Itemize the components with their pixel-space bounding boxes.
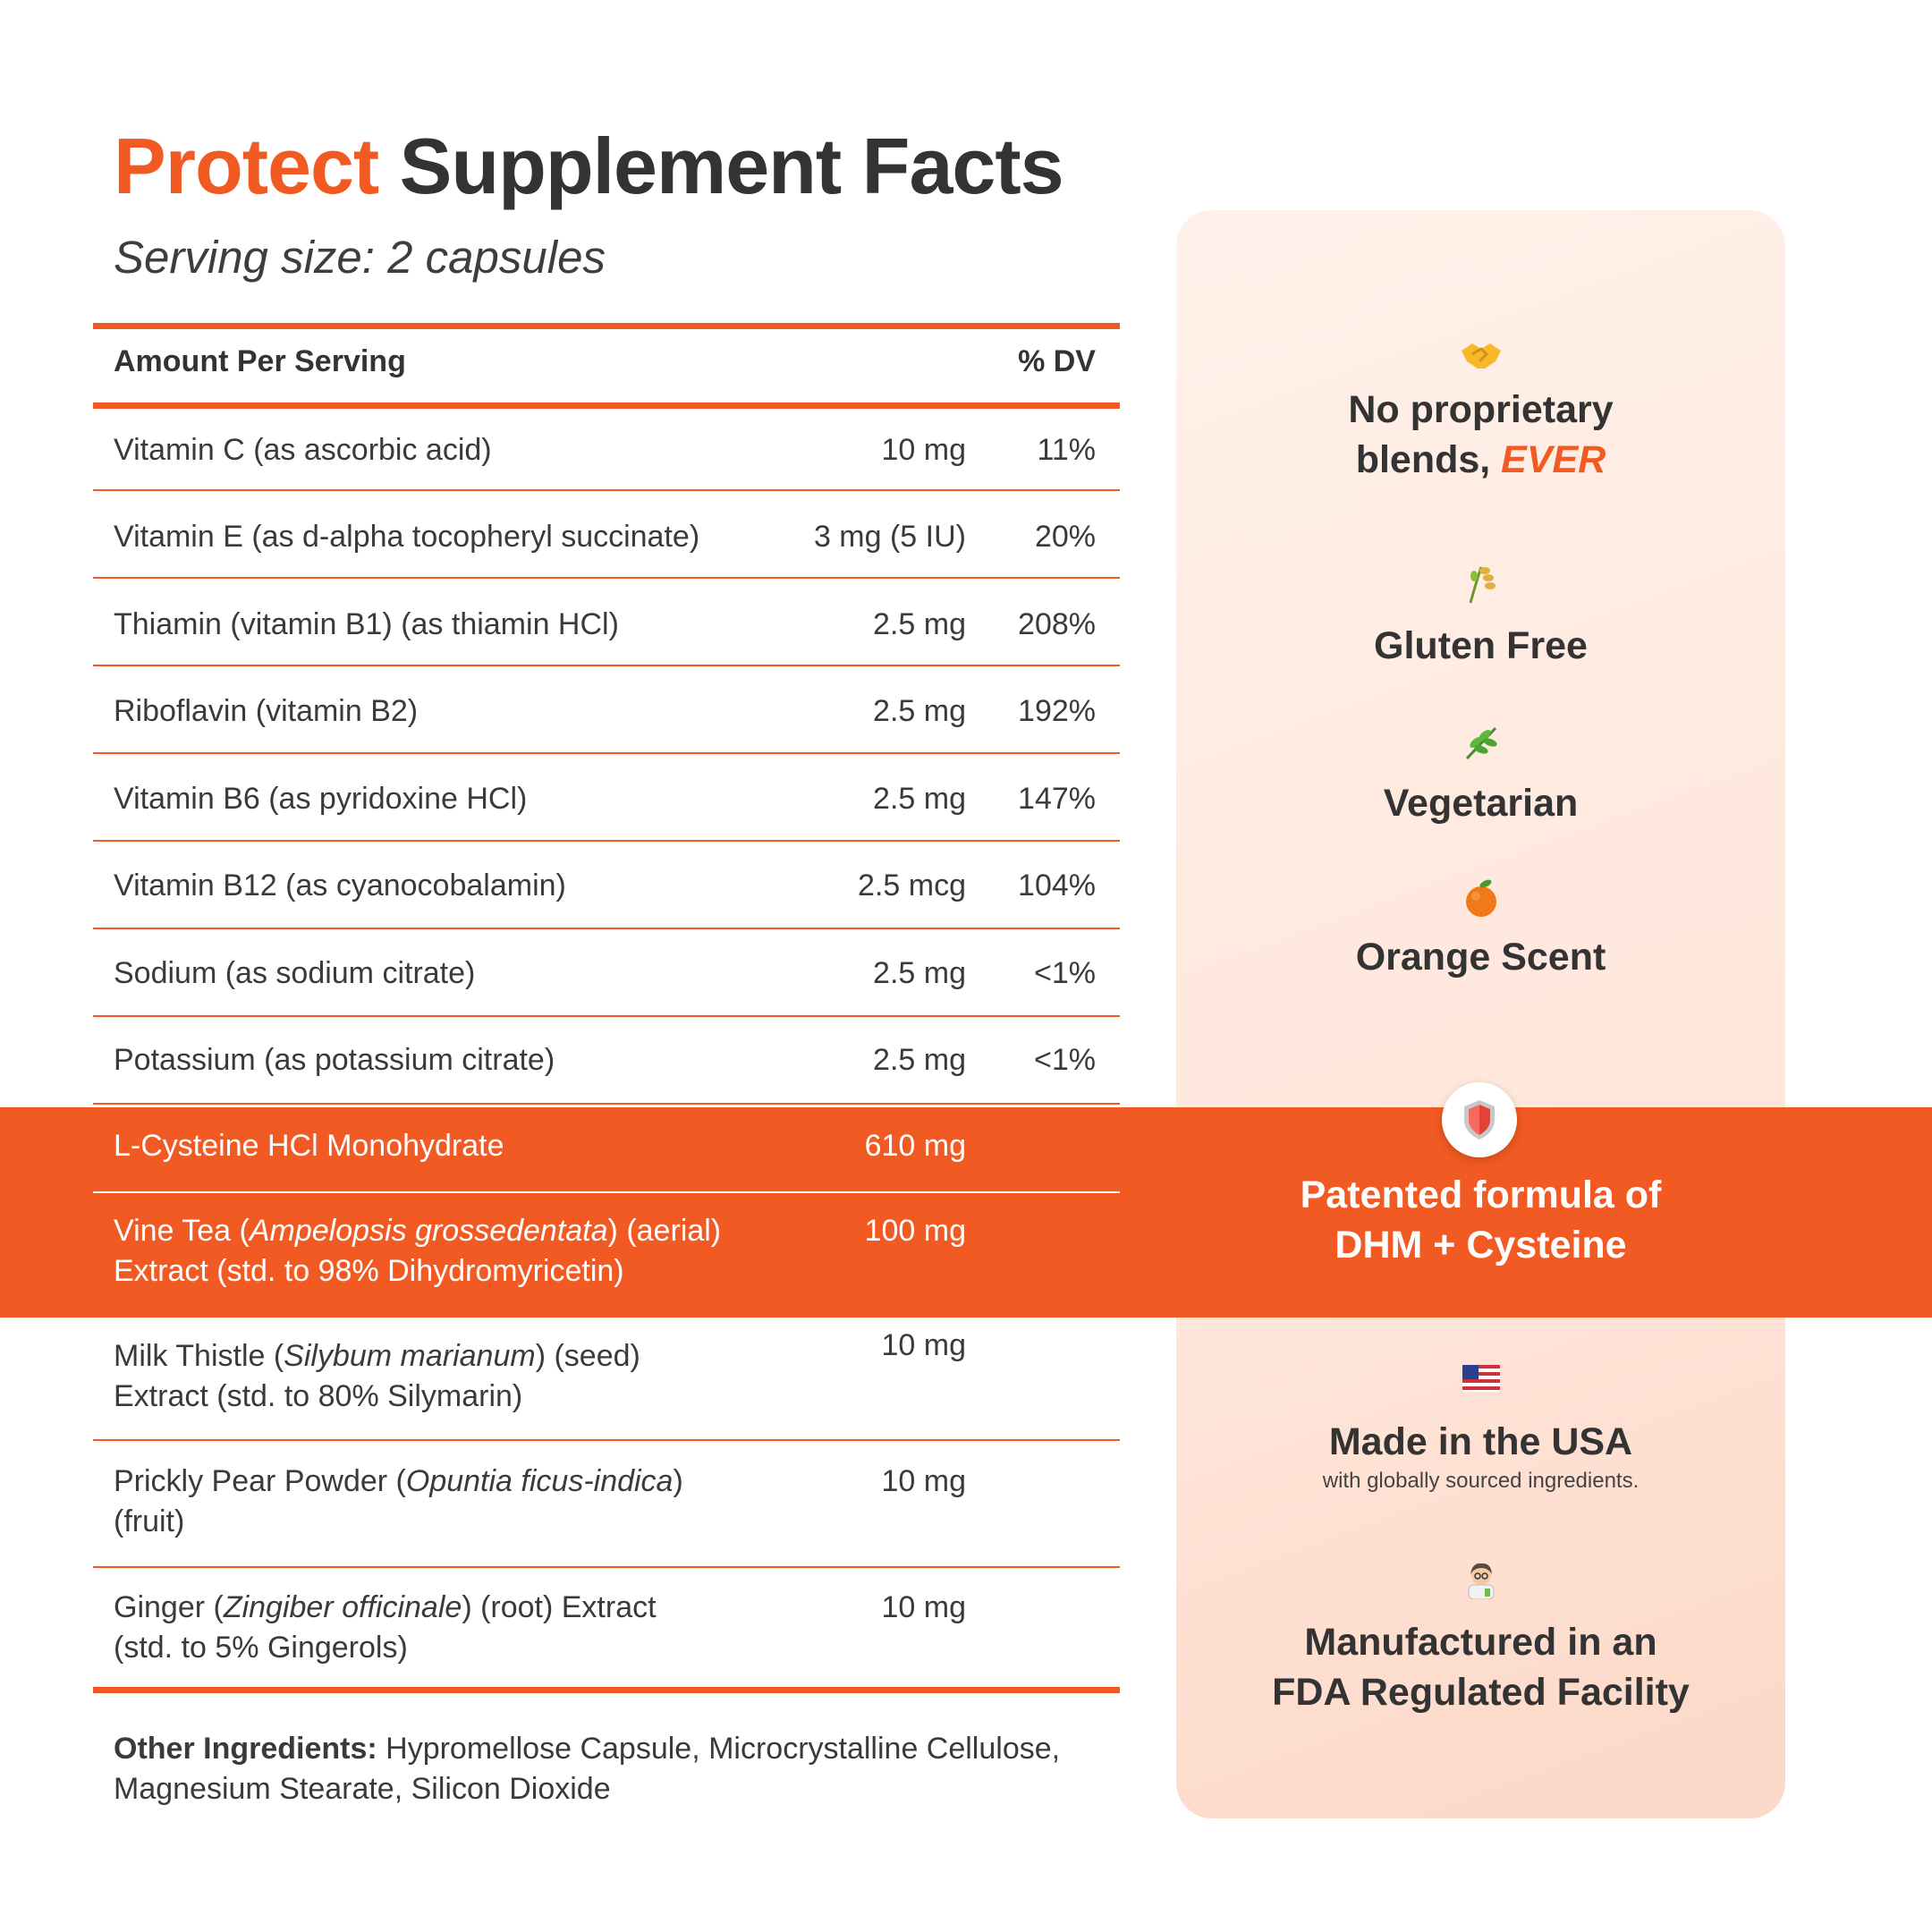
row-name: Sodium (as sodium citrate) <box>114 956 476 990</box>
row-divider <box>93 489 1120 491</box>
row-amount-prickly-pear: 10 mg <box>881 1464 966 1498</box>
row-amount-vine-tea: 100 mg <box>864 1214 966 1248</box>
row-divider <box>93 665 1120 666</box>
row-amount: 2.5 mg <box>873 956 966 990</box>
col-header-amount: Amount Per Serving <box>114 344 406 378</box>
row-divider <box>93 577 1120 579</box>
row-dv: 192% <box>1018 694 1096 728</box>
pear-post: ) <box>673 1464 683 1498</box>
ginger-post: ) (root) Extract <box>462 1590 657 1624</box>
table-header-rule <box>93 402 1120 409</box>
feature-no-blends <box>1176 338 1785 485</box>
feature-facility-line1: Manufactured in an <box>1304 1621 1657 1664</box>
row-amount: 2.5 mg <box>873 1043 966 1077</box>
row-amount: 2.5 mg <box>873 694 966 728</box>
col-header-dv: % DV <box>1018 344 1096 378</box>
row-name: Potassium (as potassium citrate) <box>114 1043 555 1077</box>
feature-gluten-label: Gluten Free <box>1374 624 1588 667</box>
feature-made-in-usa <box>1176 1365 1785 1496</box>
feature-usa-label: Made in the USA <box>1328 1420 1633 1463</box>
row-amount: 10 mg <box>881 433 966 467</box>
blends-emphasis: EVER <box>1501 438 1606 481</box>
row-amount-milk-thistle: 10 mg <box>881 1328 966 1362</box>
row-name: Vitamin E (as d-alpha tocopheryl succinate) <box>114 520 700 554</box>
blends-prefix: blends, <box>1355 438 1502 481</box>
row-dv: 147% <box>1018 782 1096 816</box>
pear-latin: Opuntia ficus-indica <box>405 1464 674 1498</box>
thistle-line2: Extract (std. to 80% Silymarin) <box>114 1379 523 1413</box>
thistle-post: ) (seed) <box>535 1339 640 1373</box>
row-dv: 20% <box>1034 520 1096 554</box>
row-amount: 3 mg (5 IU) <box>813 520 966 554</box>
feature-patent <box>1176 1170 1785 1270</box>
row-name: Vitamin B6 (as pyridoxine HCl) <box>114 782 528 816</box>
vine-pre: Vine Tea ( <box>114 1214 250 1248</box>
feature-orange-label: Orange Scent <box>1355 936 1606 979</box>
us-flag-icon <box>1462 1365 1500 1392</box>
other-ingredients-text: Hypromellose Capsule, Microcrystalline Cellulose, Magnesium Stearate, Silicon Dioxide <box>114 1732 1061 1806</box>
row-name: Vitamin B12 (as cyanocobalamin) <box>114 869 566 902</box>
serving-size: Serving size: 2 capsules <box>114 232 606 283</box>
row-dv: 104% <box>1018 869 1096 902</box>
other-ingredients <box>114 1729 1133 1809</box>
feature-orange-scent <box>1176 877 1785 982</box>
row-name: Vitamin C (as ascorbic acid) <box>114 433 492 467</box>
herb-icon <box>1462 723 1501 762</box>
row-dv: <1% <box>1034 1043 1096 1077</box>
shield-icon <box>1462 1098 1497 1141</box>
other-ingredients-label: Other Ingredients: <box>114 1732 377 1766</box>
brand-name: Protect <box>114 122 379 210</box>
ginger-latin: Zingiber officinale <box>223 1590 462 1624</box>
title-rest: Supplement Facts <box>399 122 1063 210</box>
pear-pre: Prickly Pear Powder ( <box>114 1464 406 1498</box>
table-top-rule <box>93 323 1120 329</box>
vine-line2: Extract (std. to 98% Dihydromyricetin) <box>114 1254 624 1288</box>
row-amount: 2.5 mg <box>873 782 966 816</box>
thistle-latin: Silybum marianum <box>284 1339 536 1373</box>
table-bottom-rule <box>93 1687 1120 1693</box>
row-dv: 208% <box>1018 607 1096 641</box>
pear-line2: (fruit) <box>114 1504 185 1538</box>
feature-gluten-free <box>1176 562 1785 671</box>
band-divider <box>93 1191 1120 1193</box>
ginger-pre: Ginger ( <box>114 1590 224 1624</box>
row-divider <box>93 928 1120 929</box>
patent-badge <box>1442 1082 1517 1157</box>
row-divider <box>93 1439 1120 1441</box>
feature-fda-facility <box>1176 1560 1785 1717</box>
orange-fruit-icon <box>1462 877 1501 919</box>
row-divider <box>93 840 1120 842</box>
ginger-line2: (std. to 5% Gingerols) <box>114 1631 408 1665</box>
feature-vegetarian <box>1176 723 1785 828</box>
vine-post: ) (aerial) <box>607 1214 722 1248</box>
feature-patent-line1: Patented formula of <box>1300 1174 1662 1216</box>
row-dv: 11% <box>1037 433 1096 467</box>
feature-patent-line2: DHM + Cysteine <box>1335 1224 1627 1267</box>
row-dv: <1% <box>1034 956 1096 990</box>
row-name: Riboflavin (vitamin B2) <box>114 694 419 728</box>
row-name-cysteine: L-Cysteine HCl Monohydrate <box>114 1129 504 1163</box>
vine-latin: Ampelopsis grossedentata <box>249 1214 608 1248</box>
row-divider <box>93 1103 1120 1105</box>
row-amount-ginger: 10 mg <box>881 1590 966 1624</box>
row-amount: 2.5 mg <box>873 607 966 641</box>
row-amount: 2.5 mcg <box>858 869 966 902</box>
feature-facility-line2: FDA Regulated Facility <box>1272 1671 1690 1714</box>
row-divider <box>93 1015 1120 1017</box>
feature-blends-line1: No proprietary <box>1348 388 1614 431</box>
scientist-icon <box>1463 1560 1499 1599</box>
feature-blends-line2 <box>1176 435 1785 485</box>
feature-usa-sub: with globally sourced ingredients. <box>1322 1469 1640 1493</box>
thistle-pre: Milk Thistle ( <box>114 1339 284 1373</box>
row-divider <box>93 752 1120 754</box>
row-amount-cysteine: 610 mg <box>864 1129 966 1163</box>
row-name: Thiamin (vitamin B1) (as thiamin HCl) <box>114 607 619 641</box>
row-divider <box>93 1566 1120 1568</box>
handshake-icon <box>1460 338 1503 374</box>
page-title <box>114 121 1063 212</box>
wheat-icon <box>1462 562 1501 605</box>
feature-vegetarian-label: Vegetarian <box>1383 782 1579 825</box>
